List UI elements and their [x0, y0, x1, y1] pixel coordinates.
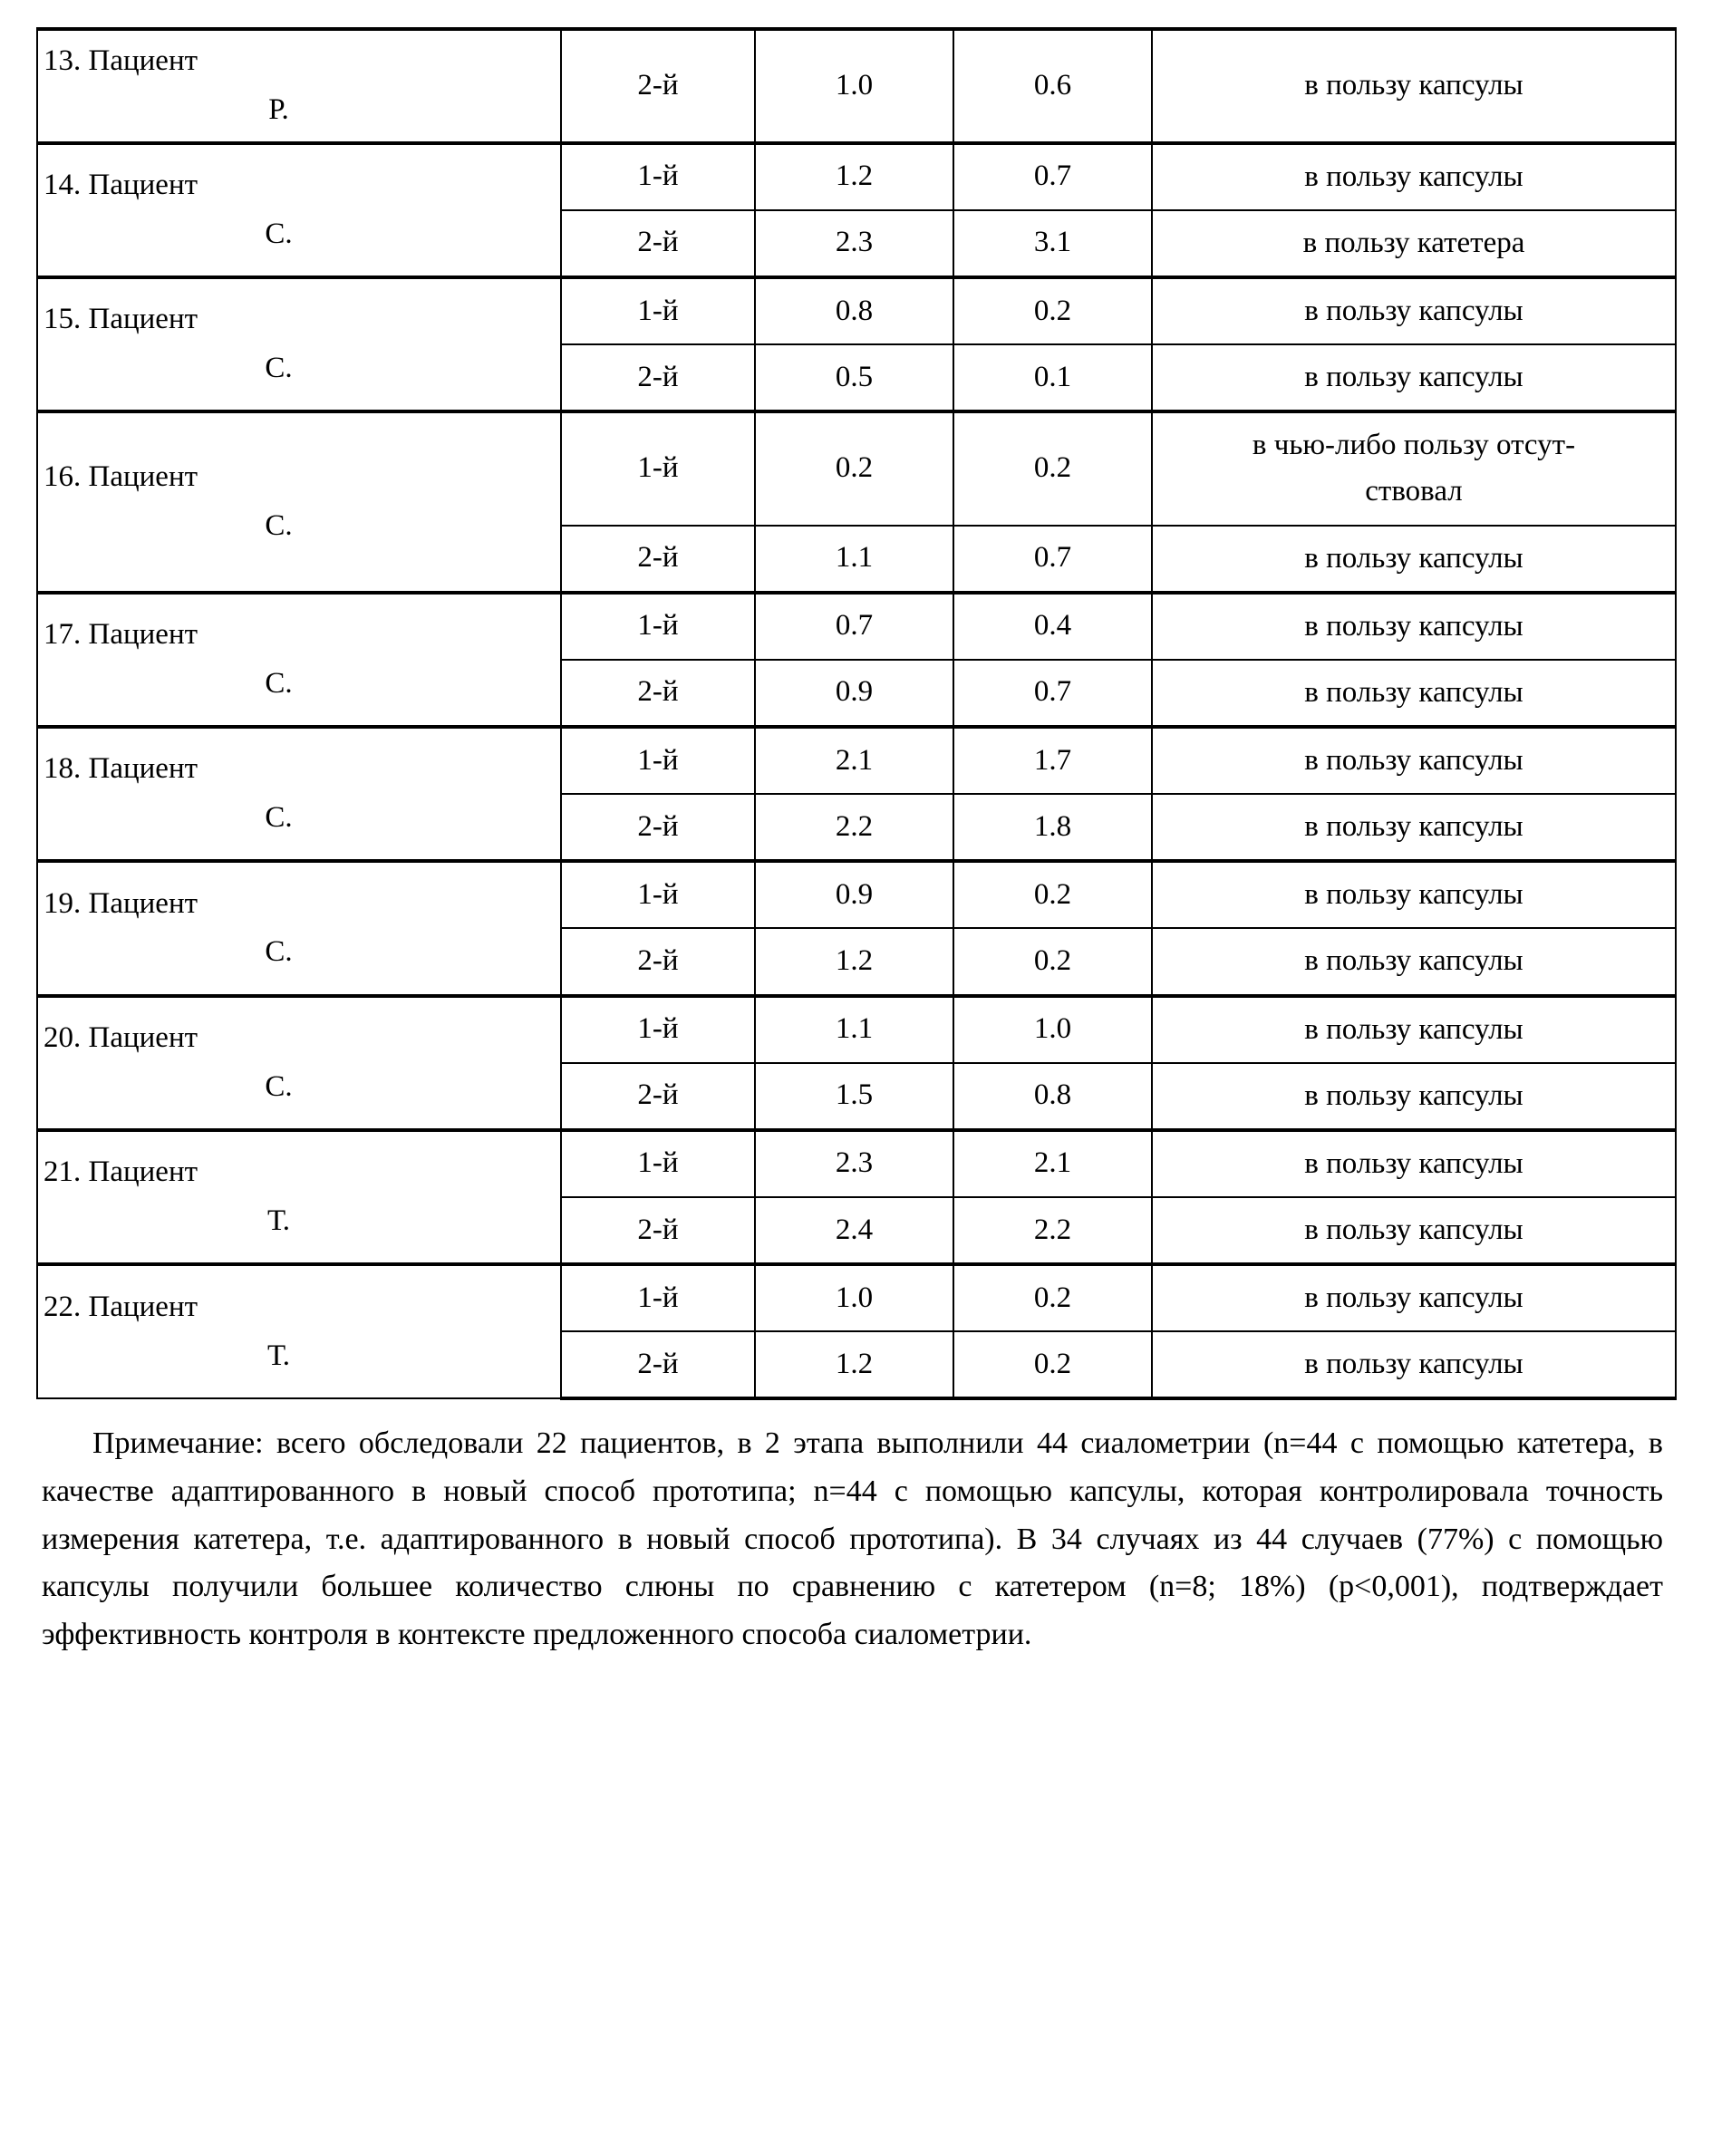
patient-name-line-1: 20. Пациент [44, 1020, 198, 1054]
capsule-value-cell: 2.3 [755, 1130, 953, 1197]
stage-cell: 2-й [561, 526, 755, 593]
conclusion-line: в пользу капсулы [1304, 294, 1523, 327]
conclusion-cell [1152, 1063, 1676, 1130]
conclusion-text [1158, 738, 1669, 784]
conclusion-cell [1152, 344, 1676, 411]
patient-name-line-2: С. [265, 1069, 293, 1103]
catheter-value-cell: 0.8 [953, 1063, 1152, 1130]
table-row [37, 1130, 1676, 1197]
table-note-text: Примечание: всего обследовали 22 пациентов, в 2 этапа выполнили 44 сиалометрии (n=44 с помощью катетера, в качестве адаптированного в новый способ прототипа; n=44 с помощью капсулы, которая контролировала точность измерения катетера, т.е. адаптированного в новый способ прототипа). В 34 случаях из 44 случаев (77%) с помощью капсулы получили большее количество слюны по сравнению с катетером (n=8; 18%) (p<0,001), подтверждает эффективность контроля в контексте предложенного способа сиалометрии. [42, 1426, 1663, 1652]
patient-name-line-1: 15. Пациент [44, 303, 198, 336]
conclusion-cell [1152, 593, 1676, 660]
table-row [37, 1264, 1676, 1331]
stage-cell: 1-й [561, 1264, 755, 1331]
patient-name-cell [37, 411, 561, 592]
patient-name-line-1: 14. Пациент [44, 168, 198, 201]
conclusion-text [1158, 1141, 1669, 1187]
conclusion-text [1158, 63, 1669, 109]
capsule-value-cell: 1.1 [755, 526, 953, 593]
conclusion-cell [1152, 861, 1676, 928]
capsule-value-cell: 1.5 [755, 1063, 953, 1130]
patient-name-line-2: С. [265, 508, 293, 542]
conclusion-text [1158, 1207, 1669, 1253]
capsule-value-cell: 2.1 [755, 727, 953, 794]
conclusion-text [1158, 938, 1669, 984]
patient-name-cell [37, 861, 561, 995]
table-row [37, 277, 1676, 344]
capsule-value-cell: 1.2 [755, 928, 953, 995]
catheter-value-cell: 0.7 [953, 660, 1152, 727]
catheter-value-cell: 3.1 [953, 210, 1152, 277]
patient-name-line-2: С. [265, 217, 293, 250]
patient-name-line-1: 17. Пациент [44, 617, 198, 651]
catheter-value-cell: 0.2 [953, 861, 1152, 928]
stage-cell: 2-й [561, 210, 755, 277]
capsule-value-cell: 0.5 [755, 344, 953, 411]
conclusion-text [1158, 422, 1669, 515]
patient-name-line-2: С. [265, 801, 293, 835]
capsule-value-cell: 1.2 [755, 1331, 953, 1398]
patient-name-cell [37, 996, 561, 1130]
stage-cell: 1-й [561, 277, 755, 344]
catheter-value-cell: 0.7 [953, 143, 1152, 210]
catheter-value-cell: 0.2 [953, 411, 1152, 525]
catheter-value-cell: 1.7 [953, 727, 1152, 794]
conclusion-text [1158, 872, 1669, 918]
table-row [37, 29, 1676, 143]
capsule-value-cell: 1.1 [755, 996, 953, 1063]
patient-name-cell [37, 1264, 561, 1398]
conclusion-cell [1152, 996, 1676, 1063]
conclusion-cell [1152, 29, 1676, 143]
conclusion-line: в пользу катетера [1302, 226, 1525, 259]
stage-cell: 2-й [561, 1331, 755, 1398]
conclusion-text [1158, 670, 1669, 716]
conclusion-text [1158, 288, 1669, 334]
conclusion-line: в пользу капсулы [1304, 609, 1523, 643]
patient-name-line-1: 19. Пациент [44, 886, 198, 920]
table-row [37, 727, 1676, 794]
conclusion-line: в пользу капсулы [1304, 878, 1523, 912]
conclusion-text [1158, 536, 1669, 582]
conclusion-text [1158, 354, 1669, 401]
conclusion-line: в пользу капсулы [1304, 1281, 1523, 1315]
capsule-value-cell: 0.8 [755, 277, 953, 344]
catheter-value-cell: 0.2 [953, 1264, 1152, 1331]
catheter-value-cell: 0.2 [953, 277, 1152, 344]
catheter-value-cell: 1.0 [953, 996, 1152, 1063]
patient-name-line-1: 16. Пациент [44, 460, 198, 494]
catheter-value-cell: 0.6 [953, 29, 1152, 143]
conclusion-cell [1152, 143, 1676, 210]
stage-cell: 1-й [561, 996, 755, 1063]
patient-name-cell [37, 1130, 561, 1264]
conclusion-text [1158, 1275, 1669, 1321]
patient-name-cell [37, 593, 561, 727]
patient-name-line-1: 13. Пациент [44, 44, 198, 77]
capsule-value-cell: 0.2 [755, 411, 953, 525]
conclusion-text [1158, 1007, 1669, 1053]
table-note [36, 1420, 1668, 1658]
table-row [37, 143, 1676, 210]
conclusion-line: в чью-либо пользу отсут- [1252, 429, 1576, 462]
conclusion-cell [1152, 1331, 1676, 1398]
patient-name-cell [37, 143, 561, 277]
capsule-value-cell: 0.7 [755, 593, 953, 660]
conclusion-line: в пользу капсулы [1304, 743, 1523, 777]
conclusion-line: в пользу капсулы [1304, 69, 1523, 102]
patient-name-line-2: Т. [266, 1204, 291, 1237]
capsule-value-cell: 1.2 [755, 143, 953, 210]
conclusion-line: в пользу капсулы [1304, 1012, 1523, 1046]
patient-name-line-2: С. [265, 666, 293, 700]
patient-name-line-1: 21. Пациент [44, 1155, 198, 1189]
stage-cell: 1-й [561, 593, 755, 660]
table-row [37, 996, 1676, 1063]
stage-cell: 2-й [561, 344, 755, 411]
patient-name-line-1: 22. Пациент [44, 1290, 198, 1323]
conclusion-cell [1152, 411, 1676, 525]
stage-cell: 1-й [561, 727, 755, 794]
capsule-value-cell: 0.9 [755, 861, 953, 928]
patient-name-line-2: Т. [266, 1339, 291, 1372]
conclusion-line: в пользу капсулы [1304, 810, 1523, 844]
catheter-value-cell: 2.1 [953, 1130, 1152, 1197]
conclusion-cell [1152, 928, 1676, 995]
conclusion-cell [1152, 794, 1676, 861]
conclusion-line: в пользу капсулы [1304, 1078, 1523, 1112]
conclusion-text [1158, 1341, 1669, 1387]
table-row [37, 593, 1676, 660]
conclusion-cell [1152, 727, 1676, 794]
capsule-value-cell: 0.9 [755, 660, 953, 727]
conclusion-text [1158, 154, 1669, 200]
conclusion-line: в пользу капсулы [1304, 1146, 1523, 1180]
capsule-value-cell: 2.4 [755, 1197, 953, 1264]
catheter-value-cell: 0.7 [953, 526, 1152, 593]
conclusion-cell [1152, 1197, 1676, 1264]
stage-cell: 1-й [561, 411, 755, 525]
conclusion-text [1158, 804, 1669, 850]
conclusion-text [1158, 604, 1669, 650]
stage-cell: 1-й [561, 861, 755, 928]
stage-cell: 1-й [561, 143, 755, 210]
conclusion-line: в пользу капсулы [1304, 1213, 1523, 1246]
patient-name-line-2: С. [265, 352, 293, 385]
conclusion-line: в пользу капсулы [1304, 675, 1523, 709]
catheter-value-cell: 2.2 [953, 1197, 1152, 1264]
table-body [37, 29, 1676, 1398]
capsule-value-cell: 1.0 [755, 1264, 953, 1331]
patient-name-line-2: С. [265, 935, 293, 969]
catheter-value-cell: 0.1 [953, 344, 1152, 411]
capsule-value-cell: 2.2 [755, 794, 953, 861]
conclusion-text [1158, 1073, 1669, 1119]
table-row [37, 861, 1676, 928]
stage-cell: 2-й [561, 1197, 755, 1264]
stage-cell: 1-й [561, 1130, 755, 1197]
conclusion-line: в пользу капсулы [1304, 160, 1523, 193]
capsule-value-cell: 2.3 [755, 210, 953, 277]
stage-cell: 2-й [561, 1063, 755, 1130]
conclusion-line: в пользу капсулы [1304, 944, 1523, 978]
stage-cell: 2-й [561, 928, 755, 995]
capsule-value-cell: 1.0 [755, 29, 953, 143]
catheter-value-cell: 0.2 [953, 928, 1152, 995]
conclusion-cell [1152, 1130, 1676, 1197]
conclusion-cell [1152, 210, 1676, 277]
catheter-value-cell: 0.2 [953, 1331, 1152, 1398]
conclusion-text [1158, 220, 1669, 266]
stage-cell: 2-й [561, 794, 755, 861]
catheter-value-cell: 0.4 [953, 593, 1152, 660]
patient-name-line-1: 18. Пациент [44, 752, 198, 786]
conclusion-line: ствовал [1365, 475, 1463, 508]
sialometry-results-table [36, 27, 1677, 1400]
stage-cell: 2-й [561, 29, 755, 143]
patient-name-line-2: Р. [268, 92, 289, 126]
catheter-value-cell: 1.8 [953, 794, 1152, 861]
patient-name-cell [37, 29, 561, 143]
stage-cell: 2-й [561, 660, 755, 727]
patient-name-cell [37, 277, 561, 411]
table-row [37, 411, 1676, 525]
conclusion-cell [1152, 660, 1676, 727]
conclusion-line: в пользу капсулы [1304, 1348, 1523, 1381]
conclusion-cell [1152, 526, 1676, 593]
conclusion-line: в пользу капсулы [1304, 541, 1523, 575]
conclusion-line: в пользу капсулы [1304, 361, 1523, 394]
patient-name-cell [37, 727, 561, 861]
conclusion-cell [1152, 1264, 1676, 1331]
conclusion-cell [1152, 277, 1676, 344]
